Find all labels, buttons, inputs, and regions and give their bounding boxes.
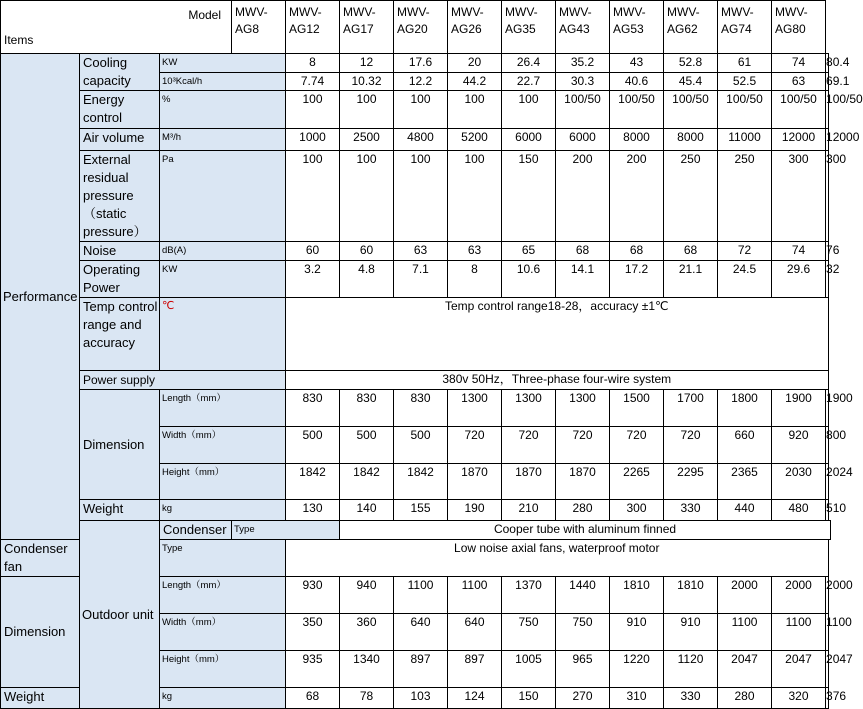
energy-cell: 100/50 (664, 91, 718, 129)
out-length-cell: 1440 (556, 577, 610, 614)
cooling-kw-unit: KW (160, 54, 286, 73)
power-unit: KW (160, 261, 286, 298)
model-name: MWV-AG12 (286, 1, 340, 54)
external-pressure-row (1, 151, 831, 242)
perf-weight-cell: 510 (826, 500, 828, 521)
out-weight-unit: kg (160, 688, 286, 709)
temp-row (1, 298, 831, 371)
perf-weight-cell: 190 (448, 500, 502, 521)
out-weight-cell: 270 (556, 688, 610, 709)
model-name: MWV-AG80 (772, 1, 826, 54)
out-length-cell: 1100 (448, 577, 502, 614)
air-cell: 5200 (448, 129, 502, 151)
cooling-kw-cell: 35.2 (556, 54, 610, 73)
out-weight-label: Weight (1, 688, 80, 709)
perf-length-cell: 1700 (664, 390, 718, 427)
cooling-kw-cell: 17.6 (394, 54, 448, 73)
power-label: Operating Power (80, 261, 160, 298)
noise-cell: 63 (448, 242, 502, 261)
energy-cell: 100/50 (772, 91, 826, 129)
perf-length-cell: 1300 (556, 390, 610, 427)
perf-width-cell: 920 (772, 427, 826, 464)
supply-label: Power supply (80, 371, 286, 390)
temp-unit: ℃ (160, 298, 286, 371)
out-height-cell: 1005 (502, 651, 556, 688)
external-pressure-label: External residual pressure（static pressure） (80, 151, 160, 242)
out-length-cell: 2000 (826, 577, 828, 614)
out-weight-cell: 330 (664, 688, 718, 709)
cooling-kcal-cell: 40.6 (610, 72, 664, 91)
noise-cell: 63 (394, 242, 448, 261)
noise-label: Noise (80, 242, 160, 261)
perf-length-cell: 1900 (826, 390, 828, 427)
noise-cell: 74 (772, 242, 826, 261)
out-height-cell: 1340 (340, 651, 394, 688)
cooling-kcal-cell: 52.5 (718, 72, 772, 91)
condenser-unit: Type (232, 521, 340, 540)
external-pressure-cell: 200 (610, 151, 664, 242)
model-name: MWV-AG35 (502, 1, 556, 54)
cooling-kcal-cell: 63 (772, 72, 826, 91)
out-length-cell: 1100 (394, 577, 448, 614)
condenser-row (1, 521, 831, 540)
perf-weight-cell: 480 (772, 500, 826, 521)
power-cell: 7.1 (394, 261, 448, 298)
out-weight-cell: 68 (286, 688, 340, 709)
air-unit: M³/h (160, 129, 286, 151)
noise-cell: 68 (610, 242, 664, 261)
perf-weight-unit: kg (160, 500, 286, 521)
energy-label: Energy control (80, 91, 160, 129)
air-cell: 6000 (502, 129, 556, 151)
header-row (1, 1, 831, 54)
out-width-cell: 640 (394, 614, 448, 651)
fan-unit: Type (160, 540, 286, 577)
perf-weight-cell: 130 (286, 500, 340, 521)
air-cell: 4800 (394, 129, 448, 151)
perf-weight-label: Weight (80, 500, 160, 521)
perf-length-cell: 830 (340, 390, 394, 427)
power-cell: 32 (826, 261, 828, 298)
energy-cell: 100/50 (826, 91, 828, 129)
out-height-cell: 1220 (610, 651, 664, 688)
out-width-cell: 1100 (826, 614, 828, 651)
energy-cell: 100/50 (718, 91, 772, 129)
perf-weight-cell: 440 (718, 500, 772, 521)
out-weight-cell: 320 (772, 688, 826, 709)
cooling-kcal-cell: 12.2 (394, 72, 448, 91)
external-pressure-cell: 250 (718, 151, 772, 242)
out-weight-cell: 280 (718, 688, 772, 709)
condenser-label: Condenser (160, 521, 232, 540)
out-width-label: Width（mm） (160, 614, 286, 651)
perf-length-cell: 830 (394, 390, 448, 427)
perf-width-cell: 720 (664, 427, 718, 464)
noise-cell: 68 (556, 242, 610, 261)
air-cell: 11000 (718, 129, 772, 151)
air-cell: 1000 (286, 129, 340, 151)
cooling-kcal-cell: 10.32 (340, 72, 394, 91)
perf-height-cell: 1870 (502, 464, 556, 500)
perf-weight-cell: 155 (394, 500, 448, 521)
perf-height-cell: 2030 (772, 464, 826, 500)
perf-height-cell: 2265 (610, 464, 664, 500)
fan-label: Condenser fan (1, 540, 80, 577)
perf-length-cell: 1300 (502, 390, 556, 427)
noise-cell: 68 (664, 242, 718, 261)
model-name: MWV-AG17 (340, 1, 394, 54)
power-cell: 4.8 (340, 261, 394, 298)
perf-height-cell: 1870 (556, 464, 610, 500)
cooling-kw-cell: 74 (772, 54, 826, 73)
perf-weight-cell: 140 (340, 500, 394, 521)
out-height-label: Height（mm） (160, 651, 286, 688)
external-pressure-cell: 250 (664, 151, 718, 242)
out-width-cell: 910 (664, 614, 718, 651)
out-length-cell: 2000 (772, 577, 826, 614)
perf-length-cell: 1800 (718, 390, 772, 427)
perf-width-cell: 720 (502, 427, 556, 464)
cooling-kcal-cell: 7.74 (286, 72, 340, 91)
energy-cell: 100 (340, 91, 394, 129)
external-pressure-cell: 200 (556, 151, 610, 242)
out-length-cell: 940 (340, 577, 394, 614)
perf-weight-cell: 210 (502, 500, 556, 521)
out-height-cell: 2047 (826, 651, 828, 688)
power-row (1, 261, 831, 298)
external-pressure-cell: 300 (772, 151, 826, 242)
out-weight-cell: 124 (448, 688, 502, 709)
noise-cell: 60 (286, 242, 340, 261)
power-cell: 17.2 (610, 261, 664, 298)
perf-width-cell: 720 (610, 427, 664, 464)
cooling-kcal-unit: 10³Kcal/h (160, 72, 286, 91)
out-width-cell: 360 (340, 614, 394, 651)
external-pressure-cell: 100 (286, 151, 340, 242)
out-weight-cell: 376 (826, 688, 828, 709)
power-cell: 3.2 (286, 261, 340, 298)
model-label: Model (188, 8, 222, 22)
noise-cell: 65 (502, 242, 556, 261)
noise-row (1, 242, 831, 261)
power-cell: 10.6 (502, 261, 556, 298)
out-width-cell: 640 (448, 614, 502, 651)
outdoor-section-label: Outdoor unit (80, 521, 160, 709)
supply-row (1, 371, 831, 390)
perf-height-cell: 1842 (340, 464, 394, 500)
air-cell: 12000 (826, 129, 828, 151)
cooling-kcal-cell: 22.7 (502, 72, 556, 91)
cooling-kw-cell: 12 (340, 54, 394, 73)
noise-unit: dB(A) (160, 242, 286, 261)
performance-section-label: Performance (1, 54, 80, 540)
external-pressure-unit: Pa (160, 151, 286, 242)
perf-width-cell: 660 (718, 427, 772, 464)
items-label: Items (4, 33, 34, 47)
out-weight-cell: 78 (340, 688, 394, 709)
perf-weight-cell: 280 (556, 500, 610, 521)
cooling-kcal-cell: 30.3 (556, 72, 610, 91)
out-width-cell: 750 (556, 614, 610, 651)
external-pressure-cell: 100 (340, 151, 394, 242)
out-weight-cell: 103 (394, 688, 448, 709)
perf-height-cell: 2365 (718, 464, 772, 500)
perf-length-cell: 1900 (772, 390, 826, 427)
cooling-kw-cell: 52.8 (664, 54, 718, 73)
model-name: MWV-AG62 (664, 1, 718, 54)
out-length-label: Length（mm） (160, 577, 286, 614)
perf-height-cell: 1842 (286, 464, 340, 500)
cooling-kw-row (1, 54, 831, 73)
out-weight-cell: 150 (502, 688, 556, 709)
cooling-kw-cell: 43 (610, 54, 664, 73)
air-cell: 8000 (610, 129, 664, 151)
model-name: MWV-AG53 (610, 1, 664, 54)
external-pressure-cell: 150 (502, 151, 556, 242)
power-cell: 8 (448, 261, 502, 298)
out-length-cell: 1810 (664, 577, 718, 614)
perf-length-cell: 1500 (610, 390, 664, 427)
out-height-cell: 897 (394, 651, 448, 688)
condenser-value: Cooper tube with aluminum finned (340, 521, 831, 540)
perf-weight-cell: 330 (664, 500, 718, 521)
external-pressure-cell: 100 (394, 151, 448, 242)
header-corner (1, 1, 232, 54)
perf-height-cell: 1870 (448, 464, 502, 500)
perf-width-cell: 500 (286, 427, 340, 464)
perf-width-cell: 500 (340, 427, 394, 464)
perf-height-cell: 1842 (394, 464, 448, 500)
out-height-cell: 965 (556, 651, 610, 688)
perf-length-row (1, 390, 831, 427)
cooling-kcal-cell: 45.4 (664, 72, 718, 91)
energy-cell: 100 (448, 91, 502, 129)
air-cell: 2500 (340, 129, 394, 151)
model-name: MWV-AG26 (448, 1, 502, 54)
perf-height-cell: 2295 (664, 464, 718, 500)
out-width-cell: 750 (502, 614, 556, 651)
out-width-cell: 1100 (772, 614, 826, 651)
perf-width-cell: 720 (556, 427, 610, 464)
out-height-cell: 2047 (772, 651, 826, 688)
model-name: MWV-AG8 (232, 1, 286, 54)
air-row (1, 129, 831, 151)
supply-value: 380v 50Hz，Three-phase four-wire system (286, 371, 828, 390)
out-length-cell: 930 (286, 577, 340, 614)
power-cell: 14.1 (556, 261, 610, 298)
air-cell: 8000 (664, 129, 718, 151)
external-pressure-cell: 300 (826, 151, 828, 242)
out-weight-cell: 310 (610, 688, 664, 709)
perf-width-cell: 800 (826, 427, 828, 464)
external-pressure-cell: 100 (448, 151, 502, 242)
energy-cell: 100/50 (610, 91, 664, 129)
perf-weight-cell: 300 (610, 500, 664, 521)
noise-cell: 72 (718, 242, 772, 261)
fan-value: Low noise axial fans, waterproof motor (286, 540, 828, 577)
perf-dimension-label: Dimension (80, 390, 160, 500)
perf-width-label: Width（mm） (160, 427, 286, 464)
out-height-cell: 897 (448, 651, 502, 688)
perf-length-label: Length（mm） (160, 390, 286, 427)
perf-length-cell: 1300 (448, 390, 502, 427)
out-height-cell: 2047 (718, 651, 772, 688)
out-width-cell: 350 (286, 614, 340, 651)
temp-label: Temp control range and accuracy (80, 298, 160, 371)
out-height-cell: 935 (286, 651, 340, 688)
model-name: MWV-AG20 (394, 1, 448, 54)
perf-height-label: Height（mm） (160, 464, 286, 500)
model-name: MWV-AG43 (556, 1, 610, 54)
energy-unit: % (160, 91, 286, 129)
cooling-kw-cell: 26.4 (502, 54, 556, 73)
air-cell: 12000 (772, 129, 826, 151)
power-cell: 29.6 (772, 261, 826, 298)
out-length-cell: 1370 (502, 577, 556, 614)
cooling-kw-cell: 8 (286, 54, 340, 73)
out-dimension-label: Dimension (1, 577, 80, 688)
power-cell: 24.5 (718, 261, 772, 298)
energy-row (1, 91, 831, 129)
perf-width-cell: 720 (448, 427, 502, 464)
cooling-kw-cell: 80.4 (826, 54, 828, 73)
perf-height-cell: 2024 (826, 464, 828, 500)
cooling-kcal-cell: 44.2 (448, 72, 502, 91)
noise-cell: 76 (826, 242, 828, 261)
energy-cell: 100/50 (556, 91, 610, 129)
cooling-kw-cell: 20 (448, 54, 502, 73)
air-label: Air volume (80, 129, 160, 151)
perf-weight-row (1, 500, 831, 521)
air-cell: 6000 (556, 129, 610, 151)
model-name: MWV-AG74 (718, 1, 772, 54)
cooling-label: Cooling capacity (80, 54, 160, 91)
energy-cell: 100 (502, 91, 556, 129)
temp-value: Temp control range18-28，accuracy ±1℃ (286, 298, 828, 371)
out-width-cell: 1100 (718, 614, 772, 651)
out-length-cell: 2000 (718, 577, 772, 614)
cooling-kw-cell: 61 (718, 54, 772, 73)
out-width-cell: 910 (610, 614, 664, 651)
perf-length-cell: 830 (286, 390, 340, 427)
cooling-kcal-cell: 69.1 (826, 72, 828, 91)
energy-cell: 100 (286, 91, 340, 129)
out-length-cell: 1810 (610, 577, 664, 614)
out-height-cell: 1120 (664, 651, 718, 688)
perf-width-cell: 500 (394, 427, 448, 464)
energy-cell: 100 (394, 91, 448, 129)
power-cell: 21.1 (664, 261, 718, 298)
noise-cell: 60 (340, 242, 394, 261)
